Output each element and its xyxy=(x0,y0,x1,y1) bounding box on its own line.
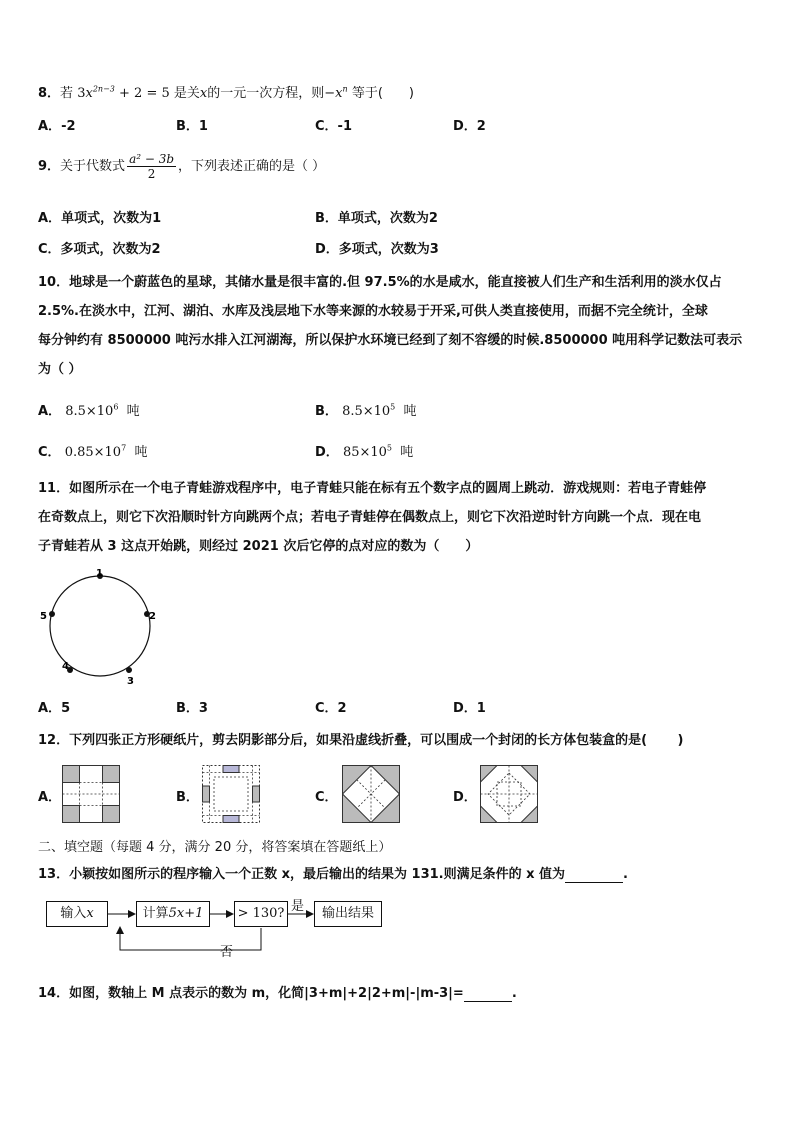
q11-option-d[interactable]: D．1 xyxy=(453,701,486,716)
q11-label-2: 2 xyxy=(149,611,156,622)
q8-number: 8． xyxy=(38,86,61,101)
q8-option-d[interactable]: D．2 xyxy=(453,119,486,134)
question-8: 8．若 $3x^{2n-3} + 2 = 5$ 是关x的一元一次方程，则$-x^n$ 等于( ) xyxy=(38,84,414,101)
q9-ending: ，下列表述正确的是（ ） xyxy=(178,159,326,174)
q11-label-5: 5 xyxy=(40,611,47,622)
q9-option-b[interactable]: B．单项式，次数为2 xyxy=(315,211,438,226)
q11-line-1: 11．如图所示在一个电子青蛙游戏程序中，电子青蛙只能在标有五个数字点的圆周上跳动．游戏规则：若电子青蛙停 xyxy=(38,481,707,496)
q12-option-b-label[interactable]: B． xyxy=(176,790,199,805)
q14-answer-blank[interactable] xyxy=(464,986,512,1002)
q11-line-2: 在奇数点上，则它下次沿顺时针方向跳两个点；若电子青蛙停在偶数点上，则它下次沿逆时针方向跳一个点．现在电 xyxy=(38,510,702,525)
section-2-title: 二、填空题（每题 4 分，满分 20 分，将答案填在答题纸上） xyxy=(38,840,392,855)
q10-line-2: 2.5%.在淡水中，江河、湖泊、水库及浅层地下水等来源的水较易于开采,可供人类直接使用，而据不完全统计，全球 xyxy=(38,304,708,319)
q10-option-d[interactable]: D． $85\times 10^5$ 吨 xyxy=(315,443,414,460)
q12-option-c-label[interactable]: C． xyxy=(315,790,338,805)
flow-no-label: 否 xyxy=(220,945,234,960)
q10-line-1: 10．地球是一个蔚蓝色的星球，其储水量是很丰富的.但 97.5%的水是咸水，能直接被人们生产和生活利用的淡水仅占 xyxy=(38,275,722,290)
q11-label-3: 3 xyxy=(127,676,134,686)
q8-middle: 是关 xyxy=(173,86,200,101)
question-11 xyxy=(38,474,756,561)
q11-option-b[interactable]: B．3 xyxy=(176,701,208,716)
q8-middle2: 的一元一次方程，则 xyxy=(207,86,325,101)
flow-calc-box: 计算5x+1 xyxy=(136,901,210,927)
q8-option-a[interactable]: A．-2 xyxy=(38,119,76,134)
q11-option-a[interactable]: A．5 xyxy=(38,701,71,716)
q9-prefix: 关于代数式 xyxy=(60,159,126,174)
q12-option-a-figure[interactable] xyxy=(62,765,120,823)
q8-prefix: 若 xyxy=(60,86,74,101)
q11-circle-diagram xyxy=(36,566,166,686)
q12-option-b-figure[interactable] xyxy=(202,765,260,823)
flow-input-box: 输入x xyxy=(46,901,108,927)
q8-equation: $3x^{2n-3} + 2 = 5$ xyxy=(77,84,170,101)
q9-number: 9． xyxy=(38,159,61,174)
q11-point-3 xyxy=(126,667,132,673)
q9-fraction: $\frac{\text{a² − 3b}}{2}$ xyxy=(129,152,175,181)
q10-option-b[interactable]: B． $8.5\times 10^5$ 吨 xyxy=(315,402,417,419)
q12-option-d-figure[interactable] xyxy=(480,765,538,823)
question-10 xyxy=(38,268,756,384)
q13-answer-blank[interactable] xyxy=(565,867,623,883)
flow-arrows xyxy=(0,890,400,960)
question-13: 13．小颖按如图所示的程序输入一个正数 x，最后输出的结果为 131.则满足条件的 x 值为 . xyxy=(38,867,628,882)
q8-ending: 等于( ) xyxy=(351,86,414,101)
flow-condition-box: > 130? xyxy=(234,901,288,927)
q11-label-4: 4 xyxy=(62,661,69,672)
q10-option-a[interactable]: A． $8.5\times 10^6$ 吨 xyxy=(38,402,140,419)
q11-option-c[interactable]: C．2 xyxy=(315,701,347,716)
q9-option-d[interactable]: D．多项式，次数为3 xyxy=(315,242,439,257)
q8-option-b[interactable]: B．1 xyxy=(176,119,208,134)
question-14: 14．如图，数轴上 M 点表示的数为 m，化简|3+m|+2|2+m|-|m-3|= . xyxy=(38,986,517,1001)
flow-output-box: 输出结果 xyxy=(314,901,382,927)
q12-option-d-label[interactable]: D． xyxy=(453,790,477,805)
q9-option-a[interactable]: A．单项式，次数为1 xyxy=(38,211,162,226)
q10-line-4: 为（ ） xyxy=(38,362,82,377)
q11-line-3: 子青蛙若从 3 这点开始跳，则经过 2021 次后它停的点对应的数为（ ） xyxy=(38,539,479,554)
flow-yes-label: 是 xyxy=(291,899,305,914)
q12-option-c-figure[interactable] xyxy=(342,765,400,823)
q9-option-c[interactable]: C．多项式，次数为2 xyxy=(38,242,161,257)
q10-option-c[interactable]: C． $0.85\times 10^7$ 吨 xyxy=(38,443,148,460)
q8-option-c[interactable]: C．-1 xyxy=(315,119,352,134)
q8-expression: $-x^n$ xyxy=(324,84,348,101)
q11-point-5 xyxy=(49,611,55,617)
q10-line-3: 每分钟约有 8500000 吨污水排入江河湖海，所以保护水环境已经到了刻不容缓的时候.8500000 吨用科学记数法可表示 xyxy=(38,333,743,348)
question-9 xyxy=(38,152,325,181)
q12-option-a-label[interactable]: A． xyxy=(38,790,62,805)
question-12: 12．下列四张正方形硬纸片，剪去阴影部分后，如果沿虚线折叠，可以围成一个封闭的长方体包装盒的是( ) xyxy=(38,733,684,748)
q11-label-1: 1 xyxy=(96,568,103,579)
